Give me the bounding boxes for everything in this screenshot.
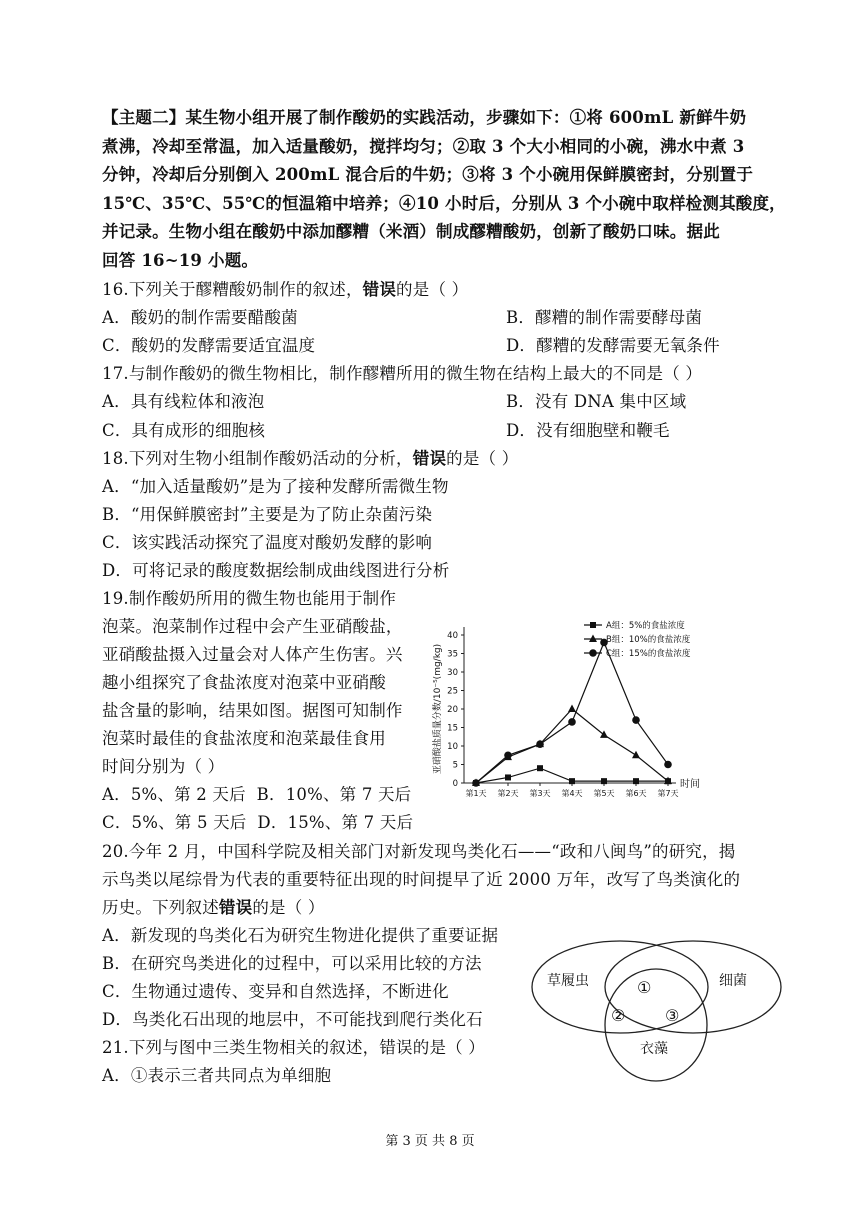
data-point-triangle — [632, 751, 640, 759]
q16-stem: 16.下列关于醪糟酸奶制作的叙述，错误的是（ ） — [102, 280, 469, 299]
q19-stem-line-7: 时间分别为（ ） — [102, 757, 225, 776]
q17-option-b: B．没有 DNA 集中区域 — [506, 392, 687, 411]
q18-option-b: B．“用保鲜膜密封”主要是为了防止杂菌污染 — [102, 505, 433, 524]
q17-option-a: A．具有线粒体和液泡 — [102, 392, 265, 411]
q19-option-c: C．5%、第 5 天后 — [102, 813, 247, 832]
q16-row-2 — [102, 336, 720, 356]
data-point-triangle — [568, 705, 576, 713]
q17-row-2 — [102, 421, 670, 441]
q20-option-a: A．新发现的鸟类化石为研究生物进化提供了重要证据 — [102, 926, 499, 945]
legend-marker-circle — [589, 649, 597, 657]
q19-stem-line-5: 盐含量的影响，结果如图。据图可知制作 — [102, 701, 403, 720]
venn-region-3: ③ — [665, 1006, 680, 1025]
q19-stem-line-4: 趣小组探究了食盐浓度对泡菜中亚硝酸 — [102, 673, 386, 692]
q18-option-d: D．可将记录的酸度数据绘制成曲线图进行分析 — [102, 561, 450, 580]
theme-line-1: 【主题二】某生物小组开展了制作酸奶的实践活动，步骤如下：①将 600mL 新鲜牛奶 — [102, 108, 747, 127]
legend-marker-square — [590, 622, 596, 628]
x-tick-label: 第5天 — [593, 789, 615, 798]
venn-region-1: ① — [637, 978, 652, 997]
q16-option-c: C．酸奶的发酵需要适宜温度 — [102, 336, 316, 355]
legend-label: C组：15%的食盐浓度 — [606, 649, 691, 659]
x-tick-label: 第6天 — [625, 789, 647, 798]
venn-label-bacteria: 细菌 — [719, 973, 747, 989]
q17-option-c: C．具有成形的细胞核 — [102, 421, 266, 440]
y-tick-label: 10 — [447, 742, 458, 752]
legend-label: B组：10%的食盐浓度 — [606, 635, 691, 645]
x-tick-label: 第7天 — [657, 789, 679, 798]
x-axis-title: 时间 — [680, 779, 700, 790]
y-tick-label: 30 — [447, 668, 458, 678]
data-point-square — [569, 778, 575, 784]
theme-line-6: 回答 16~19 小题。 — [102, 251, 259, 270]
theme-line-2: 煮沸，冷却至常温，加入适量酸奶，搅拌均匀；②取 3 个大小相同的小碗，沸水中煮 3 — [102, 137, 745, 156]
q19-option-d: D．15%、第 7 天后 — [257, 813, 414, 832]
q18-option-a: A．“加入适量酸奶”是为了接种发酵所需微生物 — [102, 477, 449, 496]
q19-option-a: A．5%、第 2 天后 — [102, 785, 246, 804]
data-point-circle — [504, 751, 512, 759]
page-footer: 第 3 页 共 8 页 — [385, 1134, 475, 1149]
venn-label-paramecium: 草履虫 — [547, 973, 589, 989]
y-tick-label: 40 — [447, 631, 458, 641]
legend-marker-triangle — [589, 635, 597, 643]
x-tick-label: 第2天 — [497, 789, 519, 798]
q17-row-1 — [102, 392, 687, 412]
x-tick-label: 第4天 — [561, 789, 583, 798]
y-tick-label: 5 — [452, 760, 458, 771]
y-tick-label: 25 — [447, 686, 458, 697]
data-point-circle — [536, 740, 544, 748]
y-tick-label: 15 — [447, 723, 458, 734]
q21-stem: 21.下列与图中三类生物相关的叙述，错误的是（ ） — [102, 1038, 485, 1057]
data-point-square — [505, 774, 511, 780]
q16-option-a: A．酸奶的制作需要醋酸菌 — [102, 308, 298, 327]
theme-line-4: 15℃、35℃、55℃的恒温箱中培养；④10 小时后，分别从 3 个小碗中取样检测其酸度， — [102, 194, 786, 213]
theme-prefix: 【主题二】 — [102, 108, 186, 127]
q19-row-1 — [102, 785, 411, 805]
y-tick-label: 0 — [452, 779, 458, 789]
q19-stem-line-2: 泡菜。泡菜制作过程中会产生亚硝酸盐， — [102, 617, 403, 636]
data-point-square — [633, 778, 639, 784]
venn-label-chlamydomonas: 衣藻 — [640, 1041, 668, 1057]
q20-stem-line-3: 历史。下列叙述错误的是（ ） — [102, 898, 325, 917]
theme-line-5: 并记录。生物小组在酸奶中添加醪糟（米酒）制成醪糟酸奶，创新了酸奶口味。据此 — [102, 222, 720, 241]
venn-circle-chlamydomonas — [605, 969, 707, 1081]
q20-option-d: D．鸟类化石出现的地层中，不可能找到爬行类化石 — [102, 1010, 483, 1029]
data-point-circle — [472, 779, 480, 787]
nitrite-line-chart — [420, 605, 710, 805]
q19-stem-line-3: 亚硝酸盐摄入过量会对人体产生伤害。兴 — [102, 645, 403, 664]
q20-stem-line-1: 20.今年 2 月，中国科学院及相关部门对新发现鸟类化石——“政和八闽鸟”的研究，揭 — [102, 842, 736, 861]
q18-option-c: C．该实践活动探究了温度对酸奶发酵的影响 — [102, 533, 433, 552]
y-tick-label: 20 — [447, 705, 458, 715]
q16-row-1 — [102, 308, 703, 328]
y-axis-title: 亚硝酸盐质量分数/10⁻⁵(mg/kg) — [433, 643, 443, 775]
q20-stem-line-2: 示鸟类以尾综骨为代表的重要特征出现的时间提早了近 2000 万年，改写了鸟类演化的 — [102, 870, 741, 889]
data-point-square — [537, 765, 543, 771]
q17-stem: 17.与制作酸奶的微生物相比，制作醪糟所用的微生物在结构上最大的不同是（ ） — [102, 364, 703, 383]
q20-option-c: C．生物通过遗传、变异和自然选择，不断进化 — [102, 982, 449, 1001]
data-point-square — [601, 778, 607, 784]
legend-label: A组：5%的食盐浓度 — [606, 621, 685, 631]
data-point-circle — [664, 761, 672, 769]
q19-stem-line-6: 泡菜时最佳的食盐浓度和泡菜最佳食用 — [102, 729, 386, 748]
x-tick-label: 第3天 — [529, 789, 551, 798]
theme-line-3: 分钟，冷却后分别倒入 200mL 混合后的牛奶；③将 3 个小碗用保鲜膜密封，分别置于 — [102, 165, 754, 184]
venn-diagram — [525, 935, 795, 1090]
q20-option-b: B．在研究鸟类进化的过程中，可以采用比较的方法 — [102, 954, 482, 973]
q19-row-2 — [102, 813, 413, 833]
data-point-circle — [568, 718, 576, 726]
data-point-circle — [632, 716, 640, 724]
q18-stem: 18.下列对生物小组制作酸奶活动的分析，错误的是（ ） — [102, 449, 519, 468]
y-tick-label: 35 — [447, 649, 458, 660]
data-point-triangle — [600, 730, 608, 738]
q19-stem-line-1: 19.制作酸奶所用的微生物也能用于制作 — [102, 589, 397, 608]
venn-region-2: ② — [611, 1006, 626, 1025]
q16-option-b: B．醪糟的制作需要酵母菌 — [506, 308, 703, 327]
q19-option-b: B．10%、第 7 天后 — [256, 785, 412, 804]
series-line-circle — [476, 642, 668, 783]
q17-option-d: D．没有细胞壁和鞭毛 — [506, 421, 670, 440]
q21-option-a: A．①表示三者共同点为单细胞 — [102, 1066, 332, 1085]
x-tick-label: 第1天 — [465, 789, 487, 798]
q16-option-d: D．醪糟的发酵需要无氧条件 — [506, 336, 720, 355]
